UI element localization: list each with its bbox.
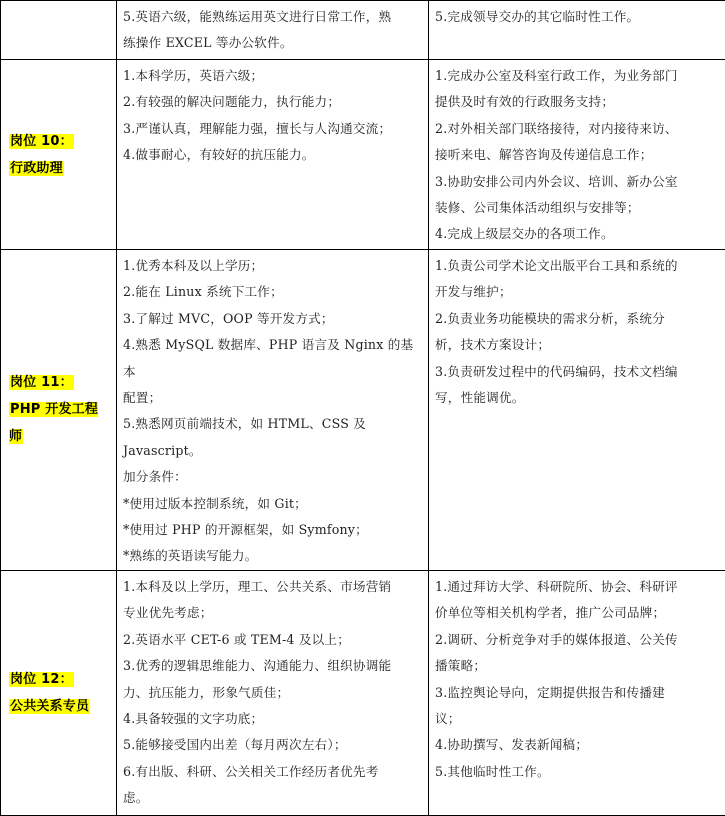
table-row <box>1 1 725 60</box>
duty-line: 2.调研、分析竞争对手的媒体报道、公关传 <box>435 627 719 653</box>
duty-line: 1.负责公司学术论文出版平台工具和系统的 <box>435 253 719 279</box>
duty-line: 3.协助安排公司内外会议、培训、新办公室 <box>435 169 719 195</box>
duty-line: 4.完成上级层交办的各项工作。 <box>435 221 719 247</box>
requirement-line: *熟练的英语读写能力。 <box>123 543 422 569</box>
requirement-line: 5.英语六级，能熟练运用英文进行日常工作，熟 <box>123 4 422 30</box>
job-title <box>9 128 74 182</box>
requirements-cell <box>117 60 429 250</box>
requirement-line: 加分条件： <box>123 464 422 490</box>
duty-line: 接听来电、解答咨询及传递信息工作； <box>435 142 719 168</box>
job-name: PHP 开发工程师 <box>9 402 98 444</box>
job-title-cell <box>1 60 117 250</box>
requirement-line: 练操作 EXCEL 等办公软件。 <box>123 30 422 56</box>
job-title <box>9 369 112 450</box>
requirement-line: 4.熟悉 MySQL 数据库、PHP 语言及 Nginx 的基本 <box>123 332 422 385</box>
requirements-cell <box>117 1 429 60</box>
duty-line: 开发与维护； <box>435 279 719 305</box>
requirement-line: 3.严谨认真，理解能力强，擅长与人沟通交流； <box>123 116 422 142</box>
job-title-cell <box>1 1 117 60</box>
requirements-cell <box>117 570 429 815</box>
duty-line: 3.负责研发过程中的代码编码，技术文档编 <box>435 359 719 385</box>
requirement-line: 虑。 <box>123 785 422 811</box>
requirement-line: 专业优先考虑； <box>123 600 422 626</box>
job-name: 行政助理 <box>9 161 64 176</box>
duty-line: 价单位等相关机构学者，推广公司品牌； <box>435 600 719 626</box>
job-table-body <box>1 1 725 816</box>
job-number: 岗位 10： <box>9 134 74 149</box>
requirement-line: *使用过 PHP 的开源框架，如 Symfony； <box>123 517 422 543</box>
requirement-line: 3.了解过 MVC，OOP 等开发方式； <box>123 306 422 332</box>
duties-cell <box>429 570 725 815</box>
requirement-line: 力、抗压能力，形象气质佳； <box>123 680 422 706</box>
table-row <box>1 250 725 571</box>
table-row <box>1 570 725 815</box>
requirement-line: 6.有出版、科研、公关相关工作经历者优先考 <box>123 759 422 785</box>
requirement-line: 2.英语水平 CET-6 或 TEM-4 及以上； <box>123 627 422 653</box>
requirement-line: 1.本科学历，英语六级； <box>123 63 422 89</box>
duties-cell <box>429 1 725 60</box>
duties-cell <box>429 60 725 250</box>
duty-line: 写，性能调优。 <box>435 385 719 411</box>
requirement-line: 5.熟悉网页前端技术，如 HTML、CSS 及 <box>123 411 422 437</box>
requirement-line: 4.做事耐心，有较好的抗压能力。 <box>123 142 422 168</box>
duty-line: 装修、公司集体活动组织与安排等； <box>435 195 719 221</box>
duties-cell <box>429 250 725 571</box>
requirement-line: 2.能在 Linux 系统下工作； <box>123 279 422 305</box>
requirement-line: 4.具备较强的文字功底； <box>123 706 422 732</box>
requirement-line: *使用过版本控制系统，如 Git； <box>123 491 422 517</box>
duty-line: 3.监控舆论导向，定期提供报告和传播建 <box>435 680 719 706</box>
duty-line: 5.完成领导交办的其它临时性工作。 <box>435 4 719 30</box>
requirement-line: 1.优秀本科及以上学历； <box>123 253 422 279</box>
requirement-line: 配置； <box>123 385 422 411</box>
requirements-cell <box>117 250 429 571</box>
duty-line: 提供及时有效的行政服务支持； <box>435 89 719 115</box>
job-number: 岗位 11： <box>9 375 74 390</box>
duty-line: 1.完成办公室及科室行政工作，为业务部门 <box>435 63 719 89</box>
job-title <box>9 666 90 720</box>
job-title-cell <box>1 570 117 815</box>
requirement-line: 1.本科及以上学历，理工、公共关系、市场营销 <box>123 574 422 600</box>
duty-line: 1.通过拜访大学、科研院所、协会、科研评 <box>435 574 719 600</box>
requirement-line: 5.能够接受国内出差（每月两次左右）； <box>123 732 422 758</box>
requirement-line: 2.有较强的解决问题能力，执行能力； <box>123 89 422 115</box>
duty-line: 析，技术方案设计； <box>435 332 719 358</box>
requirement-line: Javascript。 <box>123 438 422 464</box>
duty-line: 播策略； <box>435 653 719 679</box>
duty-line: 5.其他临时性工作。 <box>435 759 719 785</box>
duty-line: 2.负责业务功能模块的需求分析，系统分 <box>435 306 719 332</box>
duty-line: 议； <box>435 706 719 732</box>
table-row <box>1 60 725 250</box>
duty-line: 2.对外相关部门联络接待，对内接待来访、 <box>435 116 719 142</box>
job-title-cell <box>1 250 117 571</box>
requirement-line: 3.优秀的逻辑思维能力、沟通能力、组织协调能 <box>123 653 422 679</box>
job-number: 岗位 12： <box>9 672 74 687</box>
job-name: 公共关系专员 <box>9 699 90 714</box>
duty-line: 4.协助撰写、发表新闻稿； <box>435 732 719 758</box>
